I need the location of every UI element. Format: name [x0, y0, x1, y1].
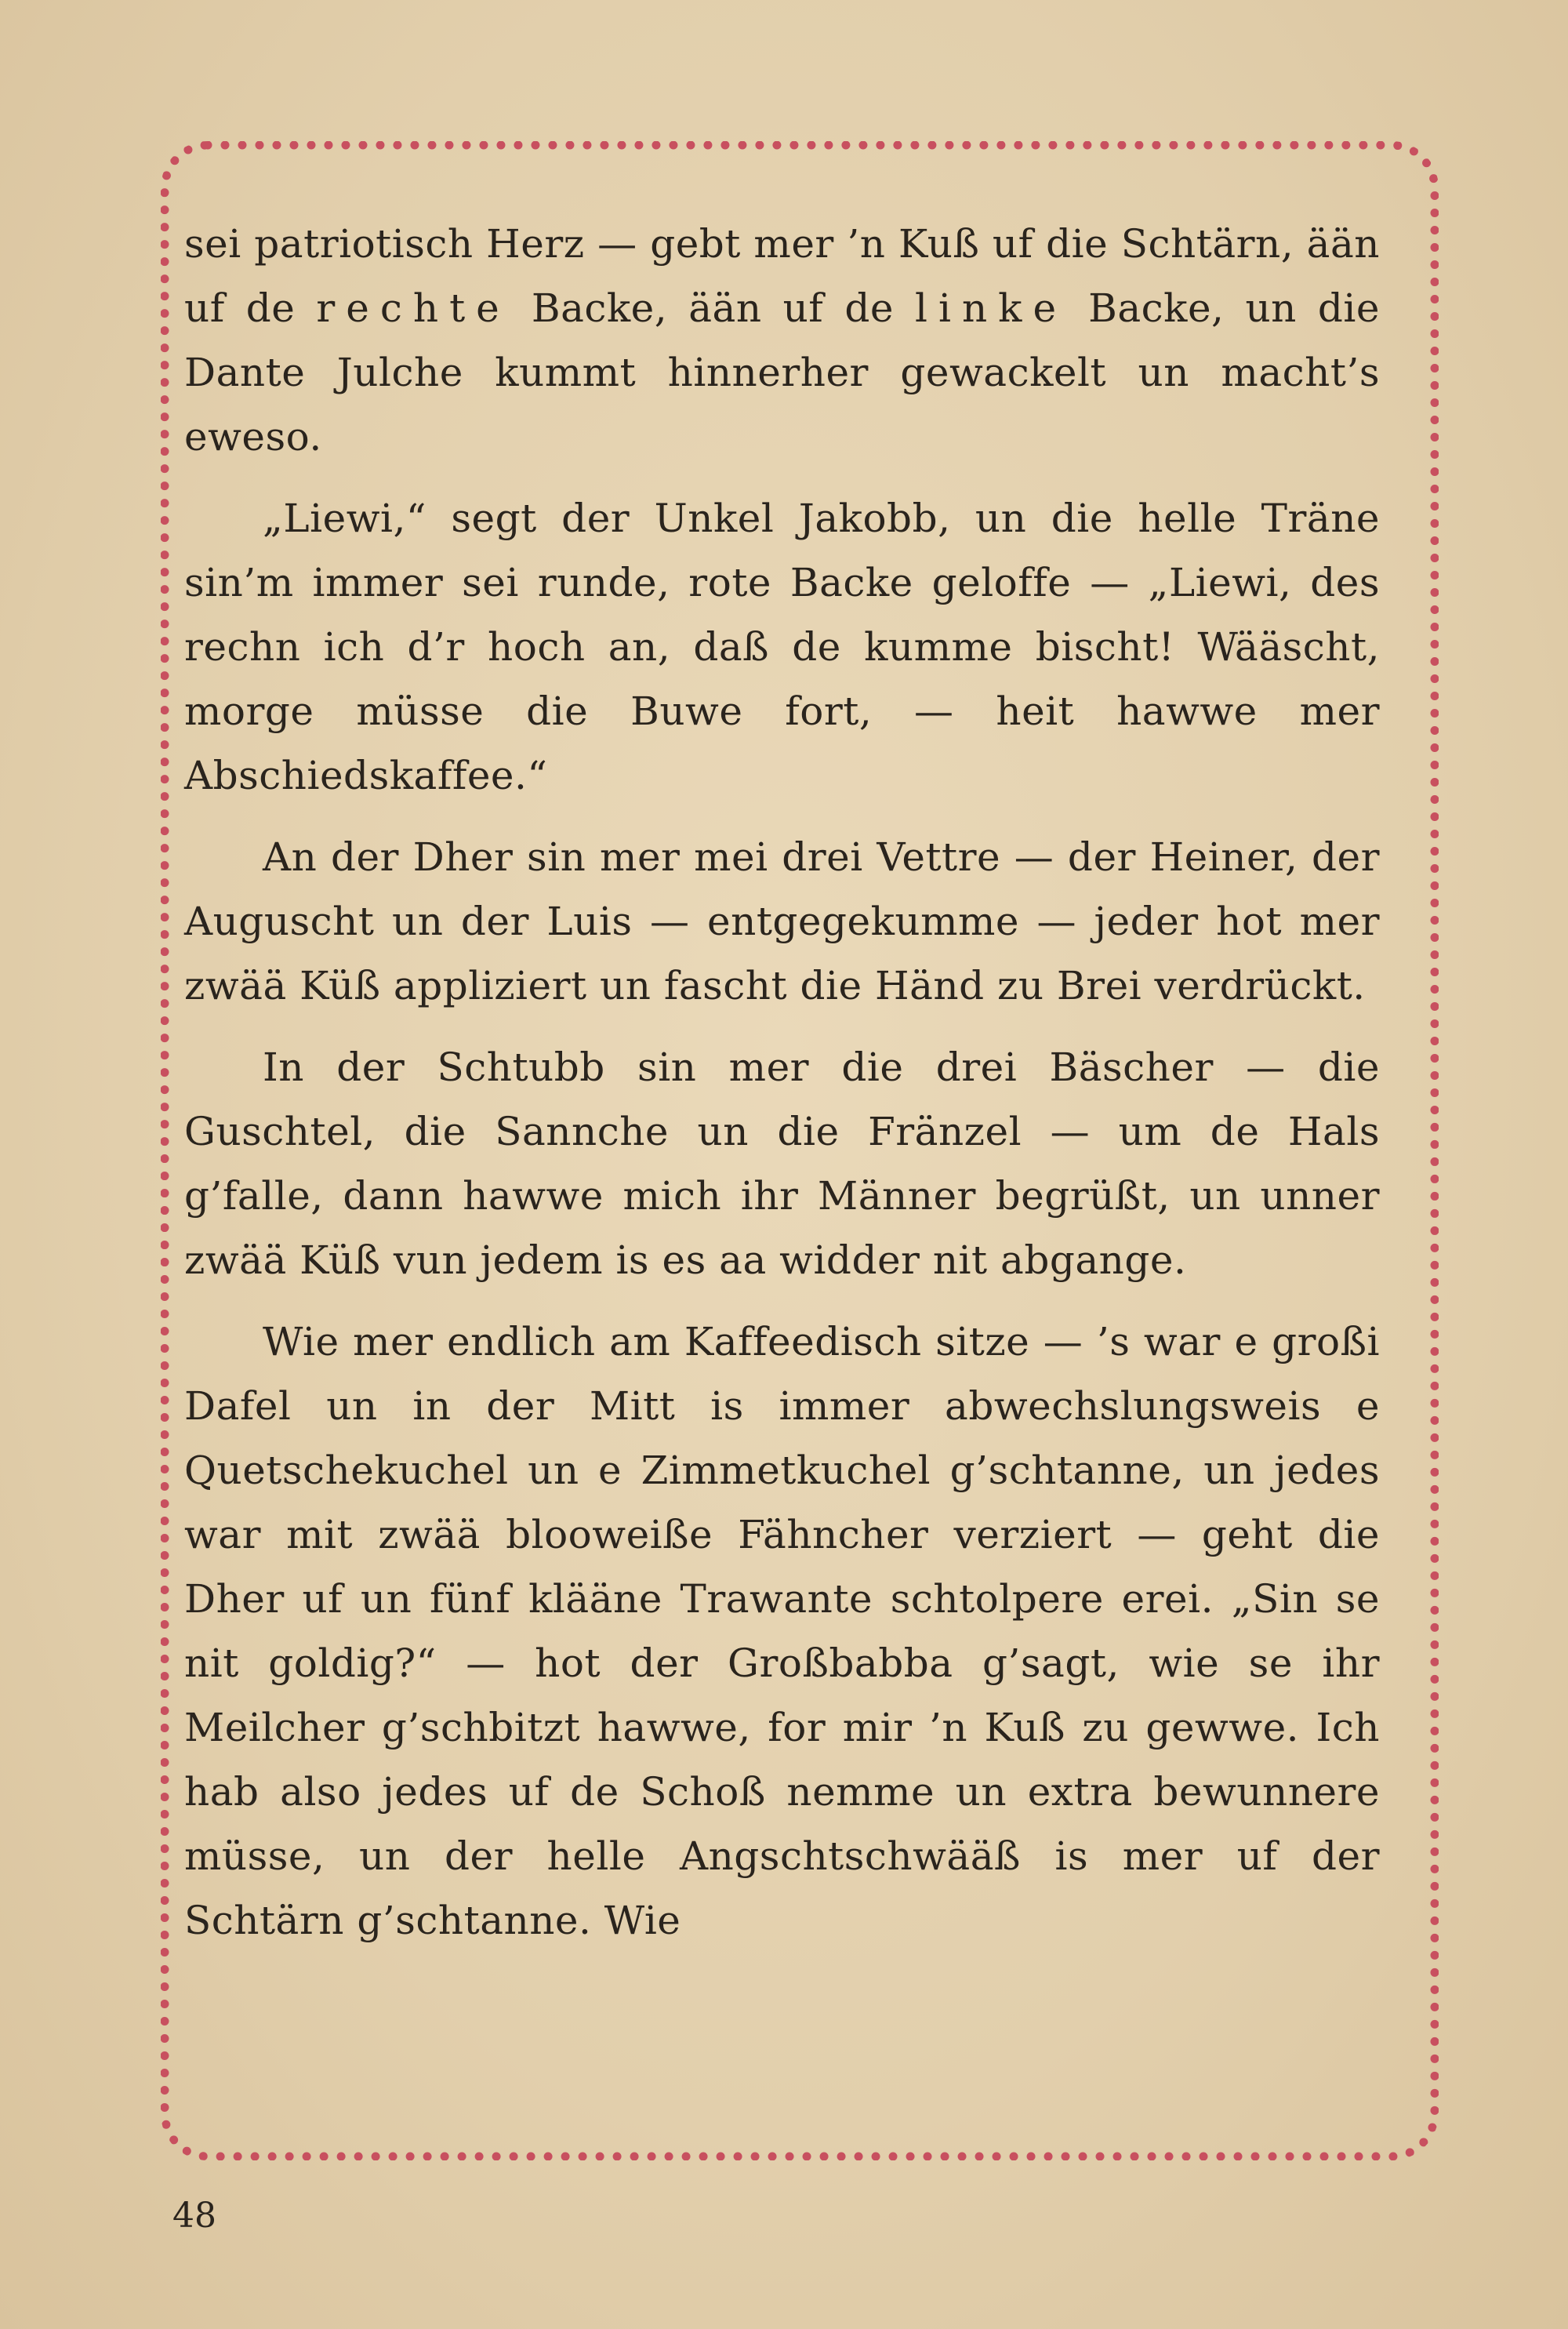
text-segment: Backe, un die Dante Julche kummt hinnerher gewackelt un macht’s eweso. [184, 285, 1381, 460]
spaced-emphasis-word: rechte [316, 285, 510, 331]
paragraph-5 [184, 1310, 1380, 1953]
text-body [184, 212, 1380, 1970]
page-number: 48 [172, 2196, 216, 2236]
paragraph-1 [184, 212, 1380, 469]
paragraph-4 [184, 1035, 1380, 1292]
paragraph-3 [184, 825, 1380, 1018]
paragraph-2 [184, 486, 1380, 808]
text-segment: „Liewi,“ segt der Unkel Jakobb, un die helle Träne sin’m immer sei runde, rote Backe geloffe — „Liewi, des rechn ich d’r hoch an, daß de kumme bischt! Wääscht, morge müsse die Buwe fort, — heit hawwe mer Abschiedskaffee.“ [184, 496, 1380, 798]
text-segment: In der Schtubb sin mer die drei Bäscher — die Guschtel, die Sannche un die Fränzel — um de Hals g’falle, dann hawwe mich ihr Männer begrüßt, un unner zwää Küß vun jedem is es aa widder nit abgange. [184, 1045, 1380, 1283]
spaced-emphasis-word: linke [914, 285, 1068, 331]
text-segment: Backe, ään uf de [510, 285, 915, 331]
text-segment: Wie mer endlich am Kaffeedisch sitze — ’s war e großi Dafel un in der Mitt is immer abwechslungsweis e Quetschekuchel un e Zimmetkuchel g’schtanne, un jedes war mit zwää blooweiße Fähncher verziert — geht die Dher uf un fünf klääne Trawante schtolpere erei. „Sin se nit goldig?“ — hot der Großbabba g’sagt, wie se ihr Meilcher g’schbitzt hawwe, for mir ’n Kuß zu gewwe. Ich hab also jedes uf de Schoß nemme un extra bewunnere müsse, un der helle Angschtschwääß is mer uf der Schtärn g’schtanne. Wie [184, 1319, 1380, 1943]
text-segment: sei patriotisch Herz — gebt mer ’n Kuß uf die Schtärn, ään uf de [184, 221, 1380, 331]
text-segment: An der Dher sin mer mei drei Vettre — der Heiner, der Auguscht un der Luis — entgegekumme — jeder hot mer zwää Küß appliziert un fascht die Händ zu Brei verdrückt. [184, 834, 1380, 1008]
